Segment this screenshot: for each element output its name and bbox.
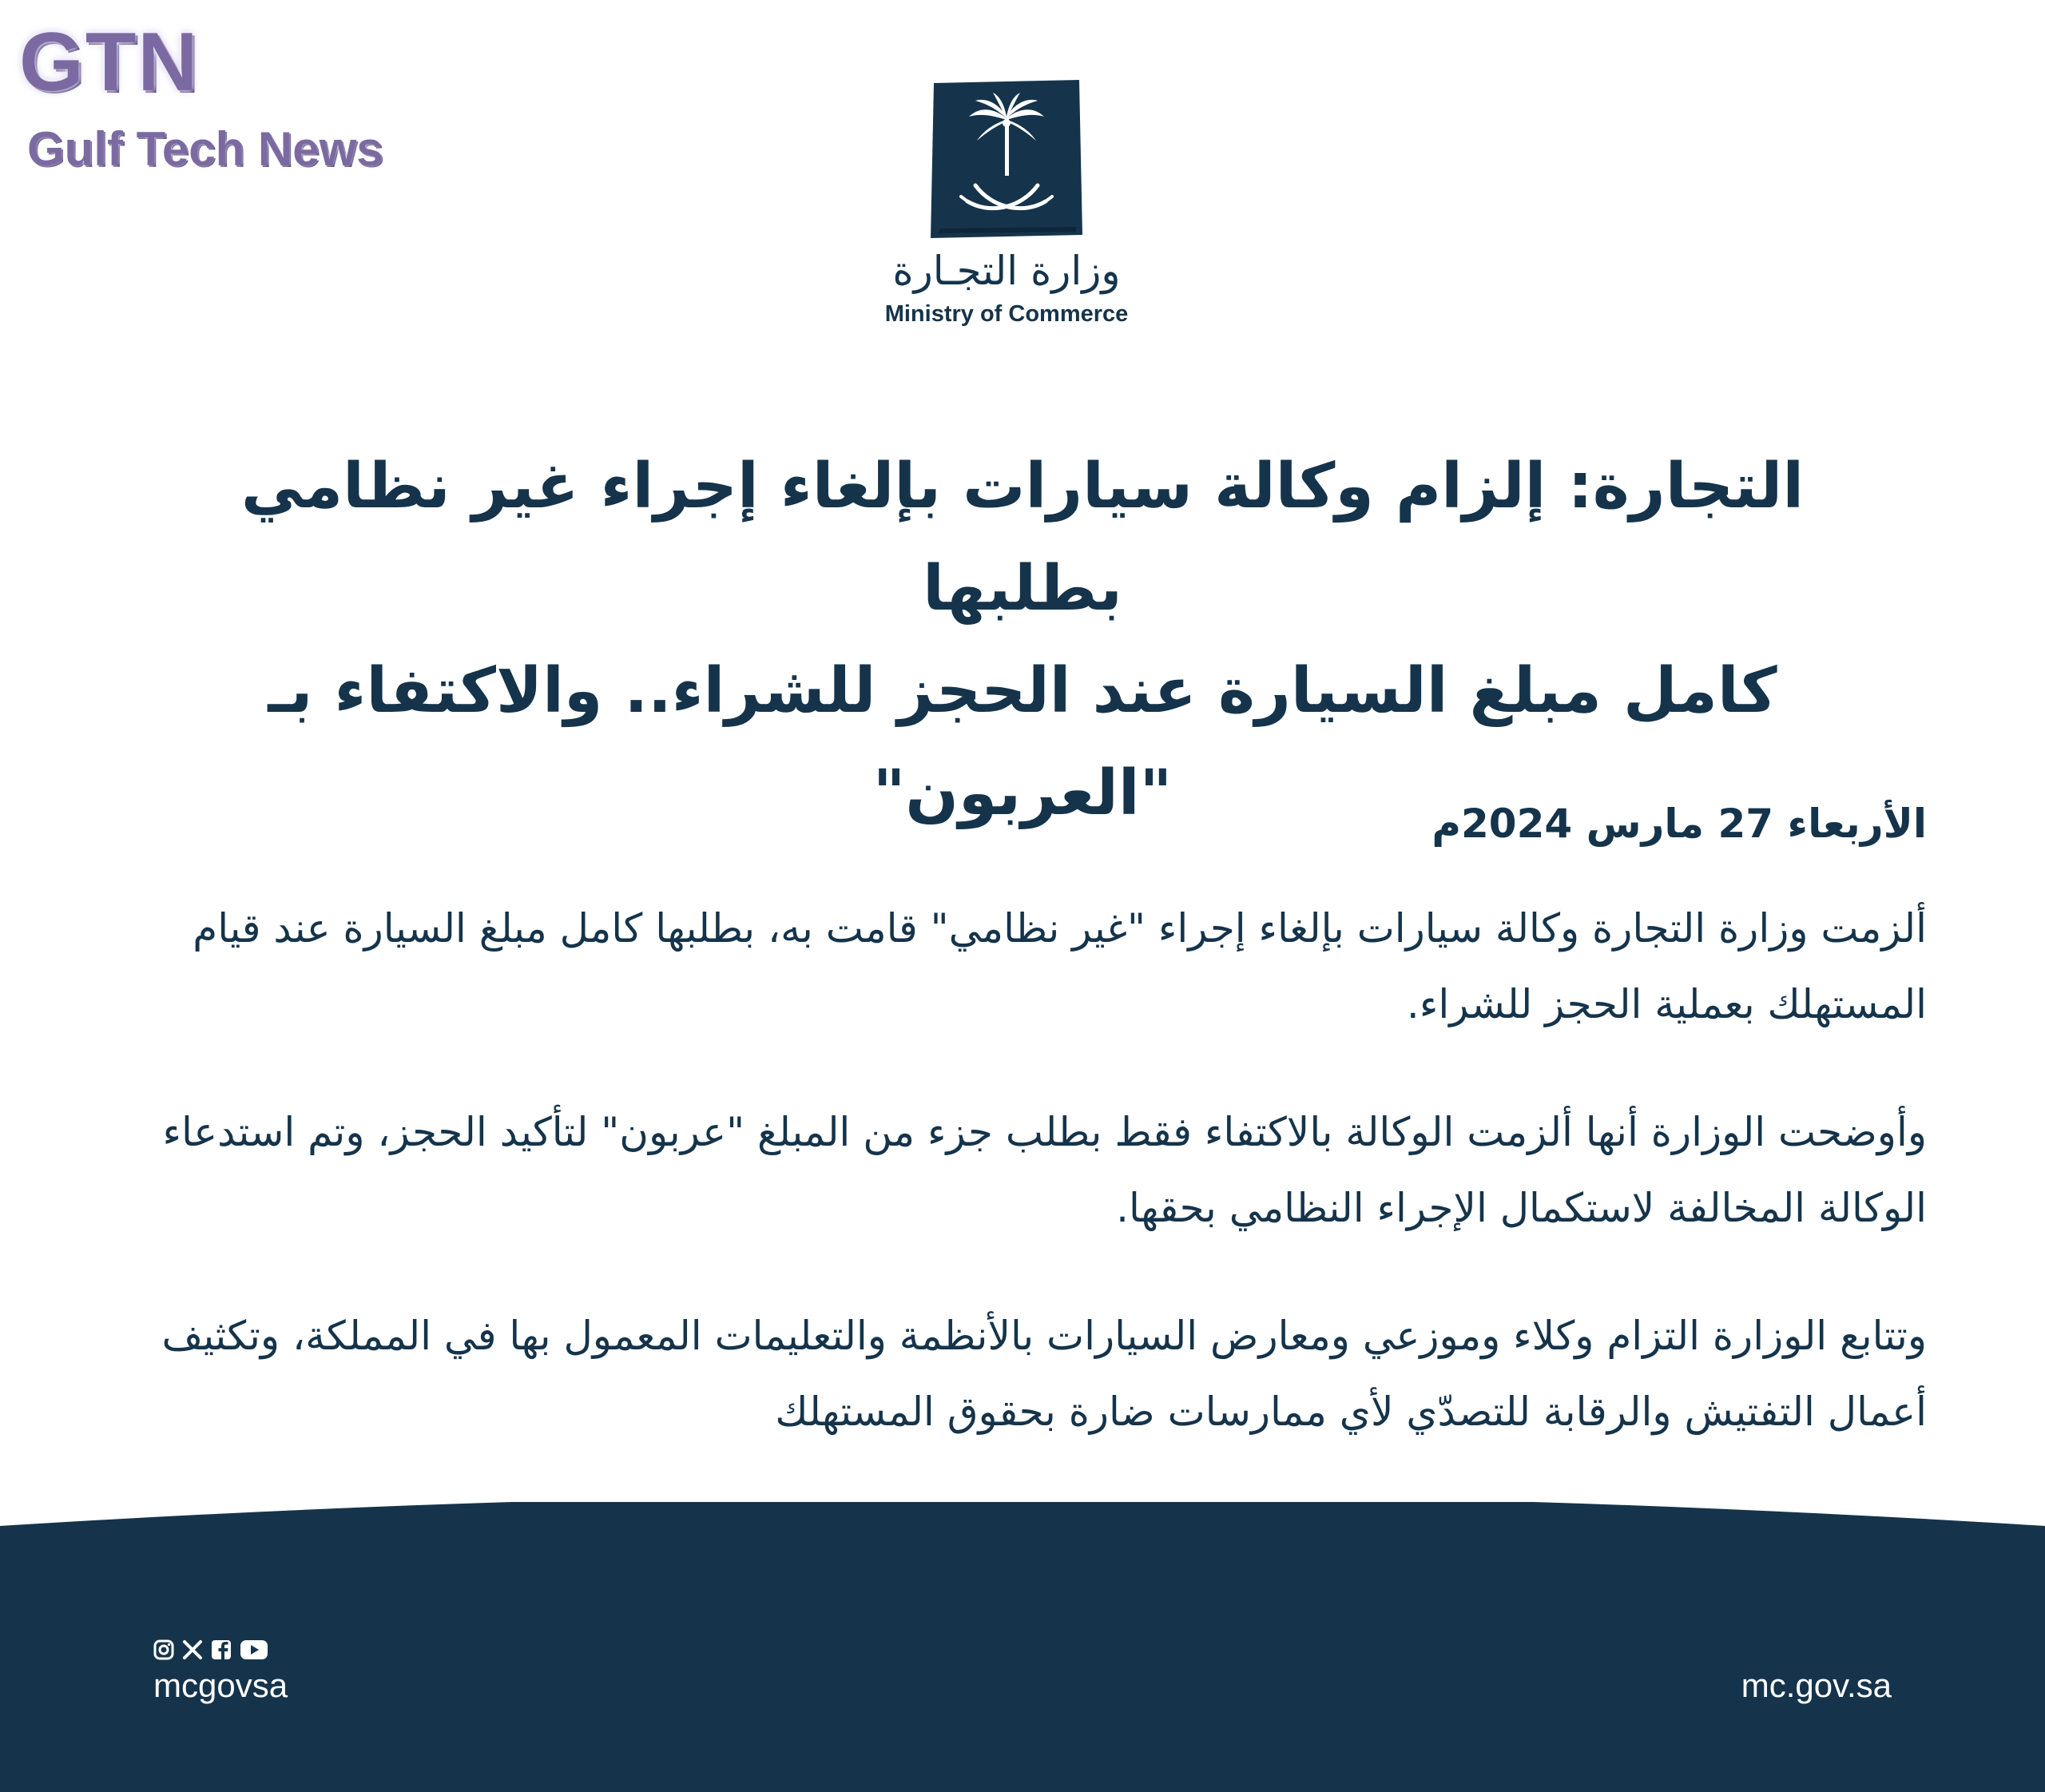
headline <box>136 435 1909 844</box>
headline-line-2: كامل مبلغ السيارة عند الحجز للشراء.. والاكتفاء بـ "العربون" <box>268 655 1777 829</box>
x-icon[interactable] <box>182 1639 203 1660</box>
watermark-name: Gulf Tech News <box>27 122 383 176</box>
footer-band <box>0 1502 2045 1792</box>
headline-line-1: التجارة: إلزام وكالة سيارات بإلغاء إجراء غير نظامي بطلبها <box>240 451 1805 625</box>
social-handle[interactable]: mcgovsa <box>153 1667 288 1704</box>
paragraph-2: وأوضحت الوزارة أنها ألزمت الوكالة بالاكتفاء فقط بطلب جزء من المبلغ "عربون" لتأكيد الحجز، وتم استدعاء الوكالة المخالفة لاستكمال الإجراء النظامي بحقها. <box>162 1109 1927 1231</box>
instagram-icon[interactable] <box>153 1639 174 1660</box>
facebook-icon[interactable] <box>211 1639 232 1660</box>
date: الأربعاء 27 مارس 2024م <box>1432 801 1927 847</box>
watermark-mark: GTN <box>19 16 200 109</box>
website-link[interactable]: mc.gov.sa <box>1741 1667 1892 1704</box>
paragraph-1: ألزمت وزارة التجارة وكالة سيارات بإلغاء إجراء "غير نظامي" قامت به، بطلبها كامل مبلغ السيارة عند قيام المستهلك بعملية الحجز للشراء. <box>193 905 1927 1027</box>
paragraph-3: وتتابع الوزارة التزام وكلاء وموزعي ومعارض السيارات بالأنظمة والتعليمات المعمول بها في المملكة، وتكثيف أعمال التفتيش والرقابة للتصدّي لأي ممارسات ضارة بحقوق المستهلك <box>161 1313 1927 1435</box>
social-icons <box>153 1639 268 1660</box>
watermark <box>19 16 383 177</box>
ministry-name-english: Ministry of Commerce <box>884 301 1129 327</box>
ministry-name-arabic: وزارة التجـارة <box>892 248 1121 294</box>
palm-swords-emblem-icon <box>929 80 1084 238</box>
ministry-logo <box>863 80 1150 328</box>
youtube-icon[interactable] <box>240 1639 268 1660</box>
